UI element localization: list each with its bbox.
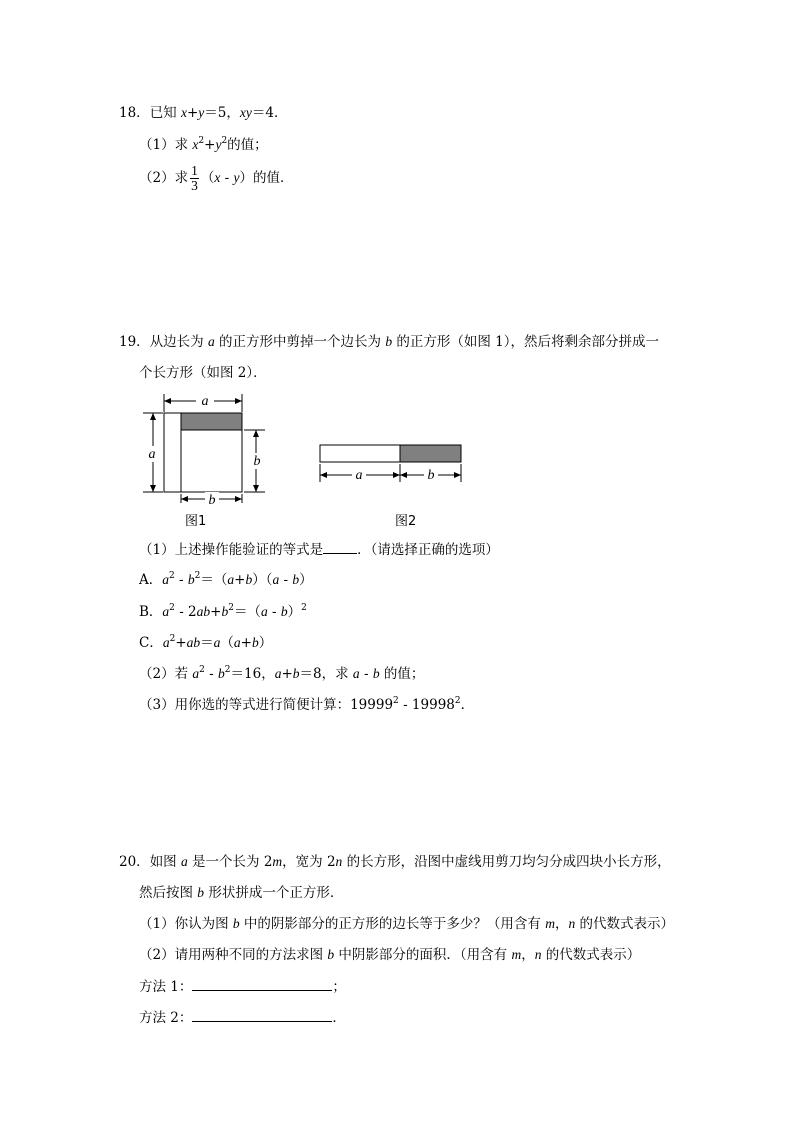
q19-stem-line1: 19．从边长为 a 的正方形中剪掉一个边长为 b 的正方形（如图 1），然后将剩余部分拼成一 (119, 334, 659, 350)
q20-method1: 方法 1： ； (139, 979, 346, 995)
method2-answer-blank[interactable] (192, 1008, 332, 1022)
fig1-label-bottom: b (208, 493, 216, 504)
fig2-label-b: b (427, 468, 435, 483)
fig1-caption: 图1 (185, 514, 207, 529)
q19-stem-line2: 个长方形（如图 2）． (139, 365, 267, 381)
figure-1 (138, 388, 278, 504)
q20-part1: （1）你认为图 b 中的阴影部分的正方形的边长等于多少？（用含有 m，n 的代数式表示） (139, 916, 675, 932)
fig2-label-a: a (355, 468, 363, 483)
q19-part1: （1）上述操作能验证的等式是 ．（请选择正确的选项） (139, 542, 499, 558)
q20-method2: 方法 2： ． (139, 1010, 346, 1026)
q19-option-a: A．$a^2 - b^2=(a+b)(a - b)$ (139, 571, 313, 588)
method1-answer-blank[interactable] (192, 977, 332, 991)
fraction-one-third: $\frac{1}{3}$ (191, 163, 198, 193)
answer-blank[interactable] (323, 540, 357, 554)
q19-part3: （3）用你选的等式进行简便计算：19999$^2$ - 19998$^2$． (139, 696, 475, 713)
fig2-caption: 图2 (395, 514, 417, 529)
q20-stem-line2: 然后按图 b 形状拼成一个正方形． (139, 885, 344, 901)
fig1-label-top: a (201, 394, 209, 409)
q19-option-c: C．$a^2+ab=a(a+b)$ (139, 634, 273, 651)
q18-part2: （2）求 $\frac{1}{3}$ （x - y）的值． (139, 163, 294, 193)
q20-part2: （2）请用两种不同的方法求图 b 中阴影部分的面积．（用含有 m，n 的代数式表示） (139, 947, 641, 963)
figure-2 (315, 440, 467, 486)
q18-stem: 18．已知 x+y＝5，xy＝4． (119, 105, 288, 121)
fig1-label-right: b (253, 454, 261, 469)
q18-part1: （1）求 $x^2+y^2$的值； (139, 136, 268, 153)
q20-stem-line1: 20．如图 a 是一个长为 2m，宽为 2n 的长方形，沿图中虚线用剪刀均匀分成四块小长方形， (119, 854, 671, 870)
q19-part2: （2）若 $a^2 - b^2=16$，a+b＝8，求 a - b 的值； (139, 665, 425, 682)
q19-option-b: B．$a^2 - 2ab+b^2=(a - b)^2$ (139, 603, 307, 620)
fig1-label-left: a (148, 447, 156, 462)
